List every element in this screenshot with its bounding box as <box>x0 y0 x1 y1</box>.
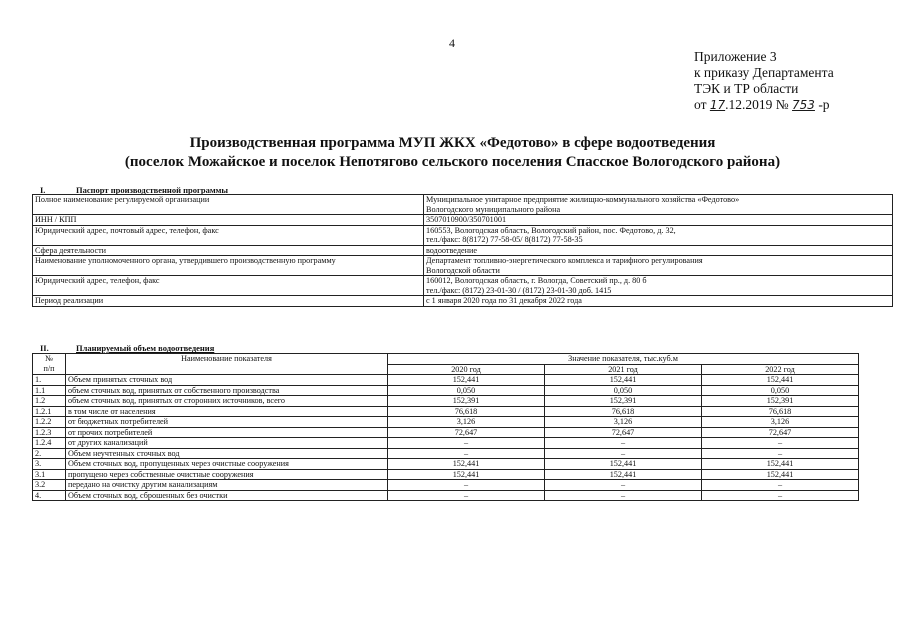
title-line-2: (поселок Можайское и поселок Непотягово сельского поселения Спасское Вологодского района) <box>124 154 781 170</box>
passport-value-line: тел./факс: 8(8172) 77-58-05/ 8(8172) 77-58-35 <box>426 235 583 244</box>
passport-value-line: тел./факс: (8172) 23-01-30 / (8172) 23-01-30 доб. 1415 <box>426 285 612 295</box>
section-1-title: Паспорт производственной программы <box>76 185 229 195</box>
row-value-2020: – <box>388 490 545 501</box>
table-row <box>33 396 859 407</box>
order-suffix: -р <box>818 97 830 112</box>
section-2-number: II. <box>40 343 49 353</box>
passport-row <box>33 225 893 245</box>
date-rest: .12.2019 № <box>725 97 789 112</box>
volume-table <box>32 353 859 501</box>
row-number: 1.2.3 <box>33 427 66 438</box>
header-no-line1: № <box>45 354 53 363</box>
passport-label: Сфера деятельности <box>33 245 424 256</box>
passport-row <box>33 256 893 276</box>
row-value-2022: 3,126 <box>702 417 859 428</box>
row-value-2022: – <box>702 490 859 501</box>
passport-row <box>33 296 893 307</box>
passport-value-line: Вологодской области <box>426 265 500 275</box>
row-value-2020: 0,050 <box>388 385 545 396</box>
row-indicator-name: от прочих потребителей <box>66 427 388 438</box>
passport-value <box>424 296 893 307</box>
appendix-line-2: к приказу Департамента <box>694 65 834 80</box>
row-value-2022: 0,050 <box>702 385 859 396</box>
row-value-2020: 152,391 <box>388 396 545 407</box>
row-value-2022: – <box>702 480 859 491</box>
passport-label: Юридический адрес, телефон, факс <box>33 276 424 296</box>
table-row <box>33 427 859 438</box>
table-row <box>33 459 859 470</box>
header-year-2020: 2020 год <box>388 364 545 375</box>
table-row <box>33 375 859 386</box>
passport-row <box>33 215 893 226</box>
row-indicator-name: Объем принятых сточных вод <box>66 375 388 386</box>
row-number: 3.1 <box>33 469 66 480</box>
row-value-2022: 152,391 <box>702 396 859 407</box>
row-value-2021: – <box>545 448 702 459</box>
row-value-2022: 76,618 <box>702 406 859 417</box>
header-year-2022: 2022 год <box>702 364 859 375</box>
passport-value-line: Муниципальное унитарное предприятие жилищно-коммунального хозяйства «Федотово» <box>426 195 740 204</box>
passport-row <box>33 195 893 215</box>
row-value-2022: – <box>702 438 859 449</box>
row-value-2021: 72,647 <box>545 427 702 438</box>
row-number: 1.2.4 <box>33 438 66 449</box>
row-value-2022: 152,441 <box>702 469 859 480</box>
row-value-2020: 3,126 <box>388 417 545 428</box>
table-row <box>33 438 859 449</box>
row-indicator-name: объем сточных вод, принятых от сторонних источников, всего <box>66 396 388 407</box>
passport-row <box>33 276 893 296</box>
passport-value <box>424 245 893 256</box>
row-indicator-name: в том числе от населения <box>66 406 388 417</box>
passport-value-line: 3507010900/350701001 <box>426 215 507 224</box>
passport-value <box>424 276 893 296</box>
row-value-2021: 76,618 <box>545 406 702 417</box>
row-number: 1.2.1 <box>33 406 66 417</box>
row-indicator-name: от других канализаций <box>66 438 388 449</box>
row-indicator-name: передано на очистку другим канализациям <box>66 480 388 491</box>
row-number: 1.1 <box>33 385 66 396</box>
table-row <box>33 469 859 480</box>
table-row <box>33 448 859 459</box>
appendix-block <box>694 49 834 113</box>
row-value-2021: – <box>545 490 702 501</box>
table-row <box>33 406 859 417</box>
date-day-handwritten: 17 <box>709 98 726 112</box>
table-row <box>33 490 859 501</box>
row-value-2022: 72,647 <box>702 427 859 438</box>
header-value-group: Значение показателя, тыс.куб.м <box>388 354 859 365</box>
header-name: Наименование показателя <box>66 354 388 375</box>
section-2-title: Планируемый объем водоотведения <box>76 343 215 353</box>
row-value-2020: – <box>388 438 545 449</box>
passport-value-line: 160553, Вологодская область, Вологодский район, пос. Федотово, д. 32, <box>426 225 676 235</box>
row-value-2022: 152,441 <box>702 459 859 470</box>
row-value-2020: – <box>388 480 545 491</box>
row-value-2022: – <box>702 448 859 459</box>
passport-label: Наименование уполномоченного органа, утвердившего производственную программу <box>33 256 424 276</box>
row-value-2022: 152,441 <box>702 375 859 386</box>
section-1-number: I. <box>40 185 46 195</box>
row-number: 1.2 <box>33 396 66 407</box>
row-value-2020: 76,618 <box>388 406 545 417</box>
document-title <box>0 134 905 172</box>
row-value-2021: – <box>545 438 702 449</box>
passport-value-line: 160012, Вологодская область, г. Вологда, Советский пр., д. 80 б <box>426 276 647 285</box>
row-number: 1. <box>33 375 66 386</box>
passport-label: Юридический адрес, почтовый адрес, телефон, факс <box>33 225 424 245</box>
row-number: 1.2.2 <box>33 417 66 428</box>
row-value-2020: – <box>388 448 545 459</box>
row-value-2021: 152,441 <box>545 375 702 386</box>
row-value-2020: 152,441 <box>388 469 545 480</box>
appendix-line-1: Приложение 3 <box>694 49 777 64</box>
appendix-line-3: ТЭК и ТР области <box>694 81 799 96</box>
passport-value <box>424 195 893 215</box>
row-indicator-name: Объем сточных вод, пропущенных через очистные сооружения <box>66 459 388 470</box>
row-value-2020: 152,441 <box>388 459 545 470</box>
passport-label: Полное наименование регулируемой организации <box>33 195 424 215</box>
row-value-2021: 152,441 <box>545 469 702 480</box>
header-no-line2: п/п <box>43 363 55 373</box>
row-number: 4. <box>33 490 66 501</box>
passport-label: ИНН / КПП <box>33 215 424 226</box>
row-value-2021: – <box>545 480 702 491</box>
passport-value-line: Департамент топливно-энергетического комплекса и тарифного регулирования <box>426 256 703 265</box>
page-number: 4 <box>449 36 455 50</box>
passport-row <box>33 245 893 256</box>
order-number-handwritten: 753 <box>792 98 815 112</box>
row-number: 2. <box>33 448 66 459</box>
passport-value <box>424 225 893 245</box>
row-number: 3.2 <box>33 480 66 491</box>
row-value-2021: 152,391 <box>545 396 702 407</box>
row-number: 3. <box>33 459 66 470</box>
appendix-date-line <box>694 97 834 113</box>
passport-value-line: водоотведение <box>426 245 478 255</box>
title-line-1: Производственная программа МУП ЖКХ «Федотово» в сфере водоотведения <box>189 135 716 151</box>
row-indicator-name: Объем сточных вод, сброшенных без очистки <box>66 490 388 501</box>
section-2-heading <box>40 343 214 353</box>
table-row <box>33 385 859 396</box>
row-indicator-name: Объем неучтенных сточных вод <box>66 448 388 459</box>
row-value-2020: 152,441 <box>388 375 545 386</box>
table-row <box>33 480 859 491</box>
header-no <box>33 354 66 375</box>
passport-value <box>424 215 893 226</box>
passport-table <box>32 194 893 307</box>
table-row <box>33 417 859 428</box>
row-value-2020: 72,647 <box>388 427 545 438</box>
header-year-2021: 2021 год <box>545 364 702 375</box>
passport-label: Период реализации <box>33 296 424 307</box>
passport-value-line: Вологодского муниципального района <box>426 204 561 214</box>
row-indicator-name: пропущено через собственные очистные сооружения <box>66 469 388 480</box>
date-prefix: от <box>694 97 707 112</box>
passport-value-line: с 1 января 2020 года по 31 декабря 2022 года <box>426 296 582 305</box>
passport-value <box>424 256 893 276</box>
row-value-2021: 152,441 <box>545 459 702 470</box>
row-indicator-name: объем сточных вод, принятых от собственного производства <box>66 385 388 396</box>
row-indicator-name: от бюджетных потребителей <box>66 417 388 428</box>
row-value-2021: 0,050 <box>545 385 702 396</box>
row-value-2021: 3,126 <box>545 417 702 428</box>
